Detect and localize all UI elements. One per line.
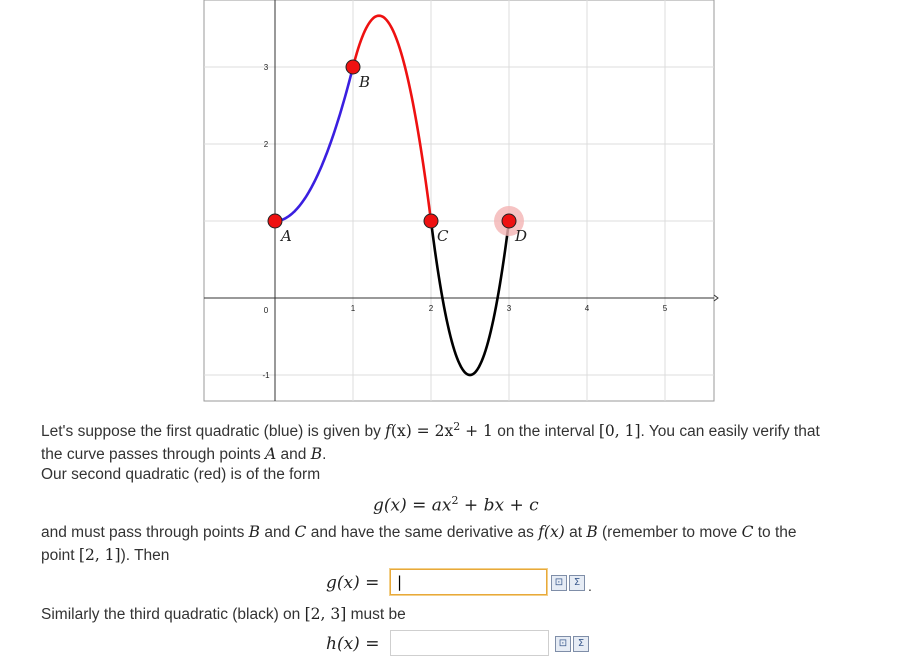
y-tick-label: 3: [263, 63, 269, 72]
origin-label: 0: [263, 306, 269, 315]
g-answer-row: [0, 569, 922, 599]
derivative-at: at: [564, 524, 587, 541]
point-b-ref-3: B: [586, 523, 598, 541]
intro-period: .: [322, 446, 327, 464]
point-label-b: B: [359, 73, 371, 91]
h-answer-input[interactable]: [390, 630, 549, 656]
point-b[interactable]: [346, 60, 360, 74]
plot-frame: [204, 0, 714, 401]
x-tick-label: 1: [350, 304, 356, 313]
point-d[interactable]: [502, 214, 516, 228]
x-tick-label: 2: [428, 304, 434, 313]
third-quadratic-text: Similarly the third quadratic (black) on: [41, 606, 305, 623]
point-c-ref: C: [294, 523, 307, 541]
point-a-ref: A: [265, 445, 277, 464]
point-label-a: A: [281, 227, 292, 245]
g-formula-rest: + bx + c: [458, 495, 539, 516]
point-2-1: [2, 1]: [78, 546, 121, 564]
derivative-text-6: ). Then: [120, 547, 170, 564]
equation-editor-icon-2[interactable]: Σ: [573, 636, 589, 652]
intro-paragraph: [41, 416, 881, 466]
point-b-ref: B: [310, 445, 323, 464]
fx-ref: f(x): [538, 523, 565, 541]
interval-2-3: [2, 3]: [304, 605, 347, 623]
g-answer-label: g(x) =: [326, 573, 380, 593]
preview-icon[interactable]: ⊡: [551, 575, 567, 591]
f-constant: + 1: [460, 422, 493, 441]
x-tick-label: 5: [662, 304, 668, 313]
h-answer-row: [0, 630, 922, 660]
g-formula-display: [373, 494, 539, 516]
derivative-text: and must pass through points: [41, 524, 249, 541]
red-curve: [353, 16, 431, 221]
intro-and: and: [276, 446, 311, 464]
point-b-ref-2: B: [248, 523, 261, 541]
x-tick-label: 4: [584, 304, 590, 313]
x-axis-arrow: [714, 295, 718, 301]
intro-text: Let's suppose the first quadratic (blue) is given by: [41, 423, 386, 441]
intro-text-4: the curve passes through points: [41, 446, 266, 464]
point-c-ref-2: C: [741, 523, 754, 541]
intro-text-2: on the interval: [492, 423, 599, 441]
equation-editor-icon[interactable]: Σ: [569, 575, 585, 591]
derivative-text-3: (remember to move: [597, 524, 742, 541]
graph-points[interactable]: [268, 60, 527, 245]
g-formula-exponent: 2: [451, 494, 459, 507]
graph-axes: [204, 0, 718, 401]
third-quadratic-paragraph: [41, 603, 881, 626]
g-answer-input[interactable]: [390, 569, 547, 595]
second-quadratic-text: Our second quadratic (red) is of the form: [41, 466, 321, 483]
derivative-paragraph: [41, 521, 881, 567]
derivative-and: and: [260, 524, 295, 541]
point-label-d: D: [515, 227, 528, 245]
g-formula-main: g(x) = ax: [373, 495, 452, 516]
intro-text-3: . You can easily verify that: [640, 423, 820, 441]
preview-icon-2[interactable]: ⊡: [555, 636, 571, 652]
x-tick-label: 3: [506, 304, 512, 313]
derivative-text-5: point: [41, 547, 79, 564]
interval-0-1: [0, 1]: [598, 422, 641, 441]
f-formula: (x) = 2x: [390, 422, 454, 441]
point-label-c: C: [437, 227, 449, 245]
third-quadratic-text-2: must be: [346, 606, 406, 623]
f-symbol: f: [385, 422, 391, 441]
point-a[interactable]: [268, 214, 282, 228]
derivative-text-2: and have the same derivative as: [306, 524, 539, 541]
graph-grid: [204, 0, 714, 401]
point-c[interactable]: [424, 214, 438, 228]
g-row-period: .: [588, 578, 592, 594]
y-tick-label: -1: [262, 371, 270, 380]
graph-curves: [275, 16, 509, 375]
derivative-text-4: to the: [753, 524, 797, 541]
f-exponent: 2: [453, 420, 461, 433]
h-answer-label: h(x) =: [326, 634, 380, 654]
y-tick-label: 2: [263, 140, 269, 149]
